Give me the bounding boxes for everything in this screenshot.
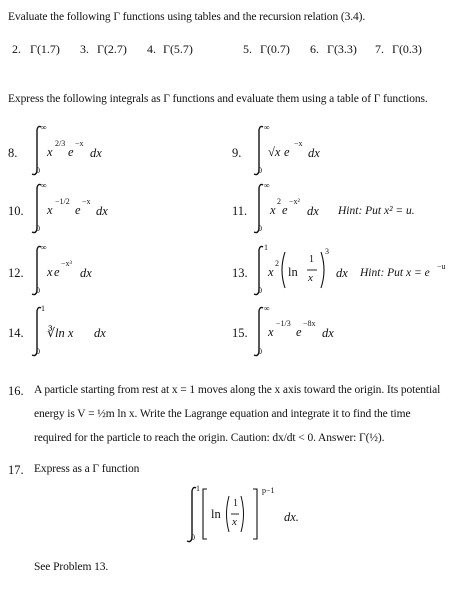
exp-exponent: −x² [289,197,300,206]
hint-exponent: −u [437,262,446,271]
integrand-exp: e [296,325,302,339]
integrand-exp: e [54,265,60,279]
item-4-expr: Γ(5.7) [163,42,193,56]
power-exponent: p−1 [262,486,275,495]
integrand-exponent: −1/3 [276,319,291,328]
integrand-exponent: 2 [275,259,279,268]
integrand-base: x [268,325,274,339]
p16-line-2: energy is V = ½m ln x. Write the Lagrange equation and integrate it to find the time [34,408,411,420]
integrand-base: ∛ln x [47,326,74,340]
integrand-exponent: 2 [277,197,281,206]
item-2-expr: Γ(1.7) [30,42,60,56]
bracketed-log-icon [200,486,260,542]
frac-denominator: x [308,272,313,284]
p16-line-1: A particle starting from rest at x = 1 moves along the x axis toward the origin. Its potential [34,384,441,396]
problem-number: 12. [8,266,24,280]
integrand-base: x [268,265,274,279]
hint-text: Hint: Put x² = u. [338,205,415,217]
exp-exponent: −x [75,139,84,148]
problem-number: 13. [232,266,248,280]
item-4-num: 4. [147,42,156,56]
differential: dx [308,146,320,160]
lower-limit: 0 [36,286,40,295]
parenthesized-log-icon [279,248,331,292]
see-problem-note: See Problem 13. [34,561,109,573]
integrand-base: x [47,145,53,159]
integrand-exp: e [284,145,290,159]
lower-limit: 0 [36,224,40,233]
differential: dx [322,326,334,340]
ln-text: ln [211,507,221,521]
frac-numerator: 1 [309,254,314,265]
problem-number: 11. [232,204,248,218]
lower-limit: 0 [36,166,40,175]
exp-exponent: −x³ [61,259,72,268]
lower-limit: 0 [258,347,262,356]
p16-line-3: required for the particle to reach the origin. Caution: dx/dt < 0. Answer: Γ(½). [34,432,385,444]
item-5-num: 5. [243,42,252,56]
item-5-expr: Γ(0.7) [260,42,290,56]
problem-number: 14. [8,326,24,340]
upper-limit: 1 [196,484,200,493]
upper-limit: ∞ [264,123,270,132]
integrand-exp: e [75,203,81,217]
item-7-expr: Γ(0.3) [392,42,422,56]
differential: dx [96,204,108,218]
upper-limit: ∞ [264,304,270,313]
upper-limit: ∞ [264,181,270,190]
exp-exponent: −x [82,197,91,206]
differential: dx [90,146,102,160]
express-text: Express the following integrals as Γ functions and evaluate them using a table of Γ functions. [8,93,428,105]
differential: dx [336,266,348,280]
item-3-expr: Γ(2.7) [97,42,127,56]
lower-limit: 0 [258,166,262,175]
upper-limit: ∞ [41,243,47,252]
item-7-num: 7. [375,42,384,56]
differential: dx [94,326,106,340]
integrand-base: √x [268,145,281,159]
upper-limit: ∞ [41,181,47,190]
lower-limit: 0 [258,224,262,233]
integrand-exp: e [282,203,288,217]
exp-exponent: −x [294,139,303,148]
lower-limit: 0 [191,533,195,542]
integrand-exp: e [68,145,74,159]
upper-limit: 1 [264,243,268,252]
problem-number: 15. [232,326,248,340]
intro-text: Evaluate the following Γ functions using tables and the recursion relation (3.4). [8,11,366,23]
integrand-base: x [270,203,276,217]
problem-number: 8. [8,146,18,160]
ln-text: ln [288,265,298,279]
integrand-base: x [47,265,53,279]
differential: dx [307,204,319,218]
exp-exponent: −8x [303,319,316,328]
differential: dx. [284,510,299,524]
upper-limit: 1 [41,304,45,313]
differential: dx [80,266,92,280]
item-6-num: 6. [310,42,319,56]
upper-limit: ∞ [41,123,47,132]
item-6-expr: Γ(3.3) [327,42,357,56]
p17-text: Express as a Γ function [34,463,140,475]
problem-number: 9. [232,146,242,160]
frac-numerator: 1 [233,498,238,509]
integrand-exponent: −1/2 [55,197,70,206]
hint-text: Hint: Put x = e [360,267,430,279]
integrand-base: x [47,203,53,217]
log-exponent: 3 [325,247,329,256]
item-3-num: 3. [80,42,89,56]
lower-limit: 0 [36,347,40,356]
integrand-exponent: 2/3 [55,139,66,148]
lower-limit: 0 [258,286,262,295]
problem-number: 17. [8,463,24,477]
problem-number: 16. [8,384,24,398]
item-2-num: 2. [12,42,21,56]
frac-denominator: x [232,516,237,528]
problem-number: 10. [8,204,24,218]
